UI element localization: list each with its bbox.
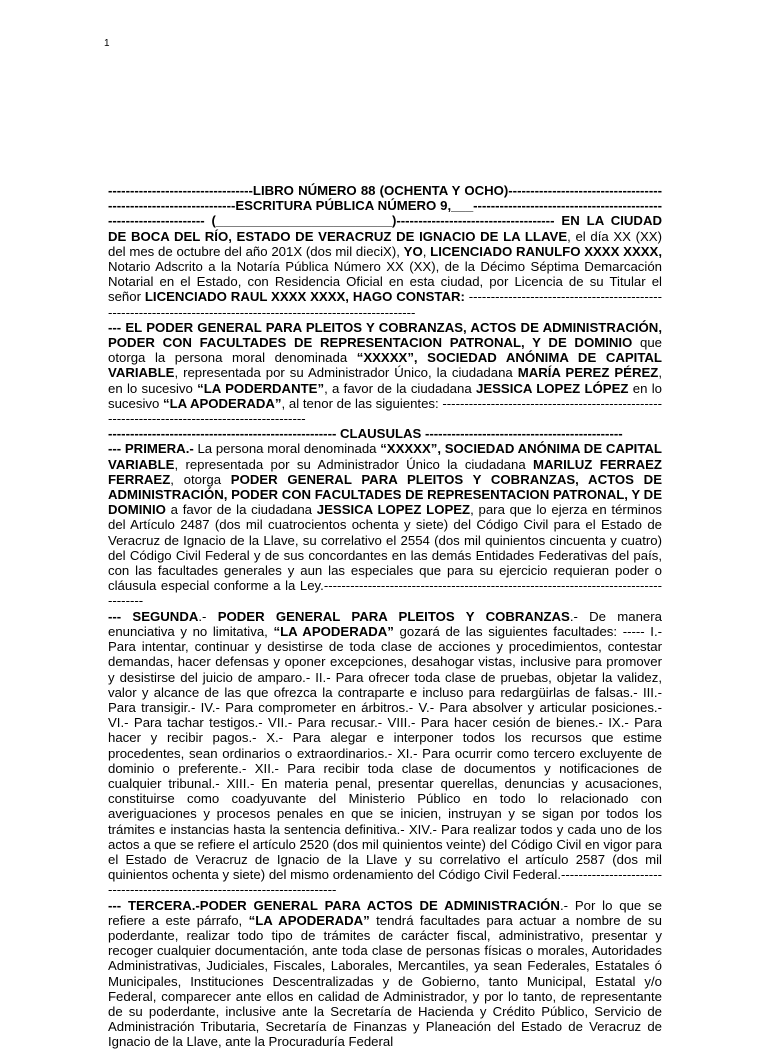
paragraph (108, 441, 662, 608)
text-run: La persona moral denominada (193, 441, 381, 457)
bold-text-run: --- EL PODER GENERAL PARA PLEITOS Y COBRANZAS, ACTOS DE ADMINISTRACIÓN, PODER CON FACULTADES DE REPRESENTACION PATRONAL, Y DE DOMINIO (108, 319, 662, 351)
text-run: tendrá facultades para actuar a nombre de su poderdante, realizar todo tipo de trámites de carácter fiscal, administrativo, presentar y recoger cualquier documentación, ante toda clase de personas físicas o morales, Autoridades Administrativas, Judiciales, Fiscales, Laborales, Mercantiles, ya sean Federales, Estatales ó Municipales, Instituciones Descentralizadas y de Gobierno, tanto Municipal, Estatal y/o Federal, comparecer ante ellos en calidad de Administrador, y por lo tanto, de representante de su poderdante, inclusive ante la Secretaría de Hacienda y Crédito Público, Servicio de Administración Tributaria, Secretaría de Finanzas y Planeación del Estado de Veracruz de Ignacio de la Llave, ante la Procuraduría Federal (108, 912, 662, 1050)
bold-text-run: JESSICA LOPEZ LOPEZ (316, 502, 471, 518)
bold-text-run: LICENCIADO RAUL XXXX XXXX, HAGO CONSTAR: (144, 289, 465, 305)
paragraph (108, 320, 662, 426)
text-run: gozará de las siguientes facultades: ----- I.- Para intentar, continuar y desistirse de toda clase de acciones y procedimientos, contestar demandas, hacer defensas y oponer excepciones, desahogar vistas, inclusive para promover y desistirse del juicio de amparo.- II.- Para ofrecer toda clase de pruebas, objetar la validez, valor y alcance de las que ofrezca la contraparte e incluso para redargüirlas de falsas.- III.- Para transigir.- IV.- Para comprometer en árbitros.- V.- Para absolver y articular posiciones.- VI.- Para tachar testigos.- VII.- Para recusar.- VIII.- Para hacer cesión de bienes.- IX.- Para hacer y recibir pagos.- X.- Para alegar e interponer todos los recursos que estime procedentes, sean ordinarios o extraordinarios.- XI.- Para ocurrir como tercero excluyente de dominio o preferente.- XII.- Para recibir toda clase de documentos y notificaciones de cualquier tribunal.- XIII.- En materia penal, presentar querellas, denuncias y acusaciones, constituirse como coadyuvante del Ministerio Público en todo lo relacionado con averiguaciones y procesos penales en que se inicien, instruyan y se sigan por todos los trámites e instancias hasta la sentencia definitiva.- XIV.- Para realizar todos y cada uno de los actos a que se refiere el artículo 2520 (dos mil quinientos veinte) del Código Civil en vigor para el Estado de Veracruz de Ignacio de la Llave y su correlativo el artículo 2587 (dos mil quinientos ochenta y siete) del mismo ordenamiento del Código Civil Federal.--------------------------------------------------------------------------- (108, 623, 662, 898)
bold-text-run: ---------------------------------------------------- CLAUSULAS --------------------------------------------- (108, 426, 623, 442)
text-run: , a favor de la ciudadana (324, 380, 476, 396)
paragraph (108, 898, 662, 1050)
bold-text-run: PODER GENERAL PARA PLEITOS Y COBRANZAS, ACTOS DE ADMINISTRACIÓN, PODER CON FACULTADES DE REPRESENTACION PATRONAL, Y DE DOMINIO (108, 471, 662, 518)
bold-text-run: MARILUZ FERRAEZ FERRAEZ (108, 456, 662, 487)
bold-text-run: LICENCIADO RANULFO XXXX XXXX, (430, 243, 663, 259)
page-number: 1 (104, 38, 110, 49)
text-run: , representada por su Administrador Único, la ciudadana (174, 365, 518, 381)
document-body (108, 183, 662, 1050)
bold-text-run: JESSICA LOPEZ LÓPEZ (475, 380, 629, 396)
paragraph (108, 609, 662, 898)
text-run: , al tenor de las siguientes: ----------------------------------------------------------------------------------------------- (108, 395, 662, 427)
text-run: Notario Adscrito a la Notaría Pública Número XX (XX), de la Décimo Séptima Demarcación Notarial en el Estado, con Residencia Oficial en esta ciudad, por Licencia de su Titular el señor (108, 259, 662, 305)
text-run: que otorga la persona moral denominada (108, 335, 663, 366)
bold-text-run: “XXXXX”, SOCIEDAD ANÓNIMA DE CAPITAL VARIABLE (108, 350, 662, 381)
paragraph (108, 183, 662, 320)
bold-text-run: “LA APODERADA” (163, 395, 282, 411)
text-run: ------------------------------------------------------------------------------------------------------------------ (108, 289, 662, 320)
text-run: .- De manera enunciativa y no limitativa, (108, 608, 662, 639)
bold-text-run: “LA APODERADA” (273, 623, 394, 639)
bold-text-run: --- TERCERA.-PODER GENERAL PARA ACTOS DE ADMINISTRACIÓN (108, 897, 560, 913)
text-run: .- Por lo que se refiere a este párrafo, (108, 897, 662, 928)
text-run: , en lo sucesivo (108, 365, 662, 396)
bold-text-run: YO (403, 243, 423, 259)
bold-text-run: PODER GENERAL PARA PLEITOS Y COBRANZAS (217, 608, 570, 624)
bold-text-run: “LA APODERADA” (248, 912, 370, 928)
text-run: , (422, 243, 431, 259)
bold-text-run: ---------------------------------LIBRO NÚMERO 88 (OCHENTA Y OCHO)----------------------------------------------------------------ESCRITURA PÚBLICA NÚMERO 9,___----------------------------------------------------------------- (________________________)------------------------------------ EN LA CIUDAD DE BOCA DEL RÍO, ESTADO DE VERACRUZ DE IGNACIO DE LA LLAVE (108, 183, 662, 244)
bold-text-run: “LA PODERDANTE” (197, 380, 325, 396)
text-run: , otorga (170, 471, 231, 487)
paragraph (108, 426, 662, 441)
text-run: .- (198, 608, 218, 624)
bold-text-run: MARÍA PEREZ PÉREZ (517, 365, 659, 381)
text-run: a favor de la ciudadana (165, 502, 317, 518)
bold-text-run: --- PRIMERA.- (108, 441, 194, 457)
text-run: en lo sucesivo (108, 380, 662, 411)
bold-text-run: --- SEGUNDA (108, 608, 199, 624)
text-run: , el día XX (XX) del mes de octubre del año 201X (dos mil dieciX), (108, 228, 662, 259)
text-run: , representada por su Administrador Único la ciudadana (174, 456, 534, 472)
text-run: , para que lo ejerza en términos del Artículo 2487 (dos mil cuatrocientos ochenta y siete) del Código Civil para el Estado de Veracruz de Ignacio de la Llave, su correlativo el 2554 (dos mil quinientos cincuenta y cuatro) del Código Civil Federal y de sus concordantes en las demás Entidades Federativas del país, con las facultades generales y aun las especiales que para su ejercicio requieran poder o cláusula especial conforme a la Ley.------------------------------------------------------------------------------------- (108, 502, 663, 609)
bold-text-run: “XXXXX”, SOCIEDAD ANÓNIMA DE CAPITAL VARIABLE (108, 441, 662, 472)
